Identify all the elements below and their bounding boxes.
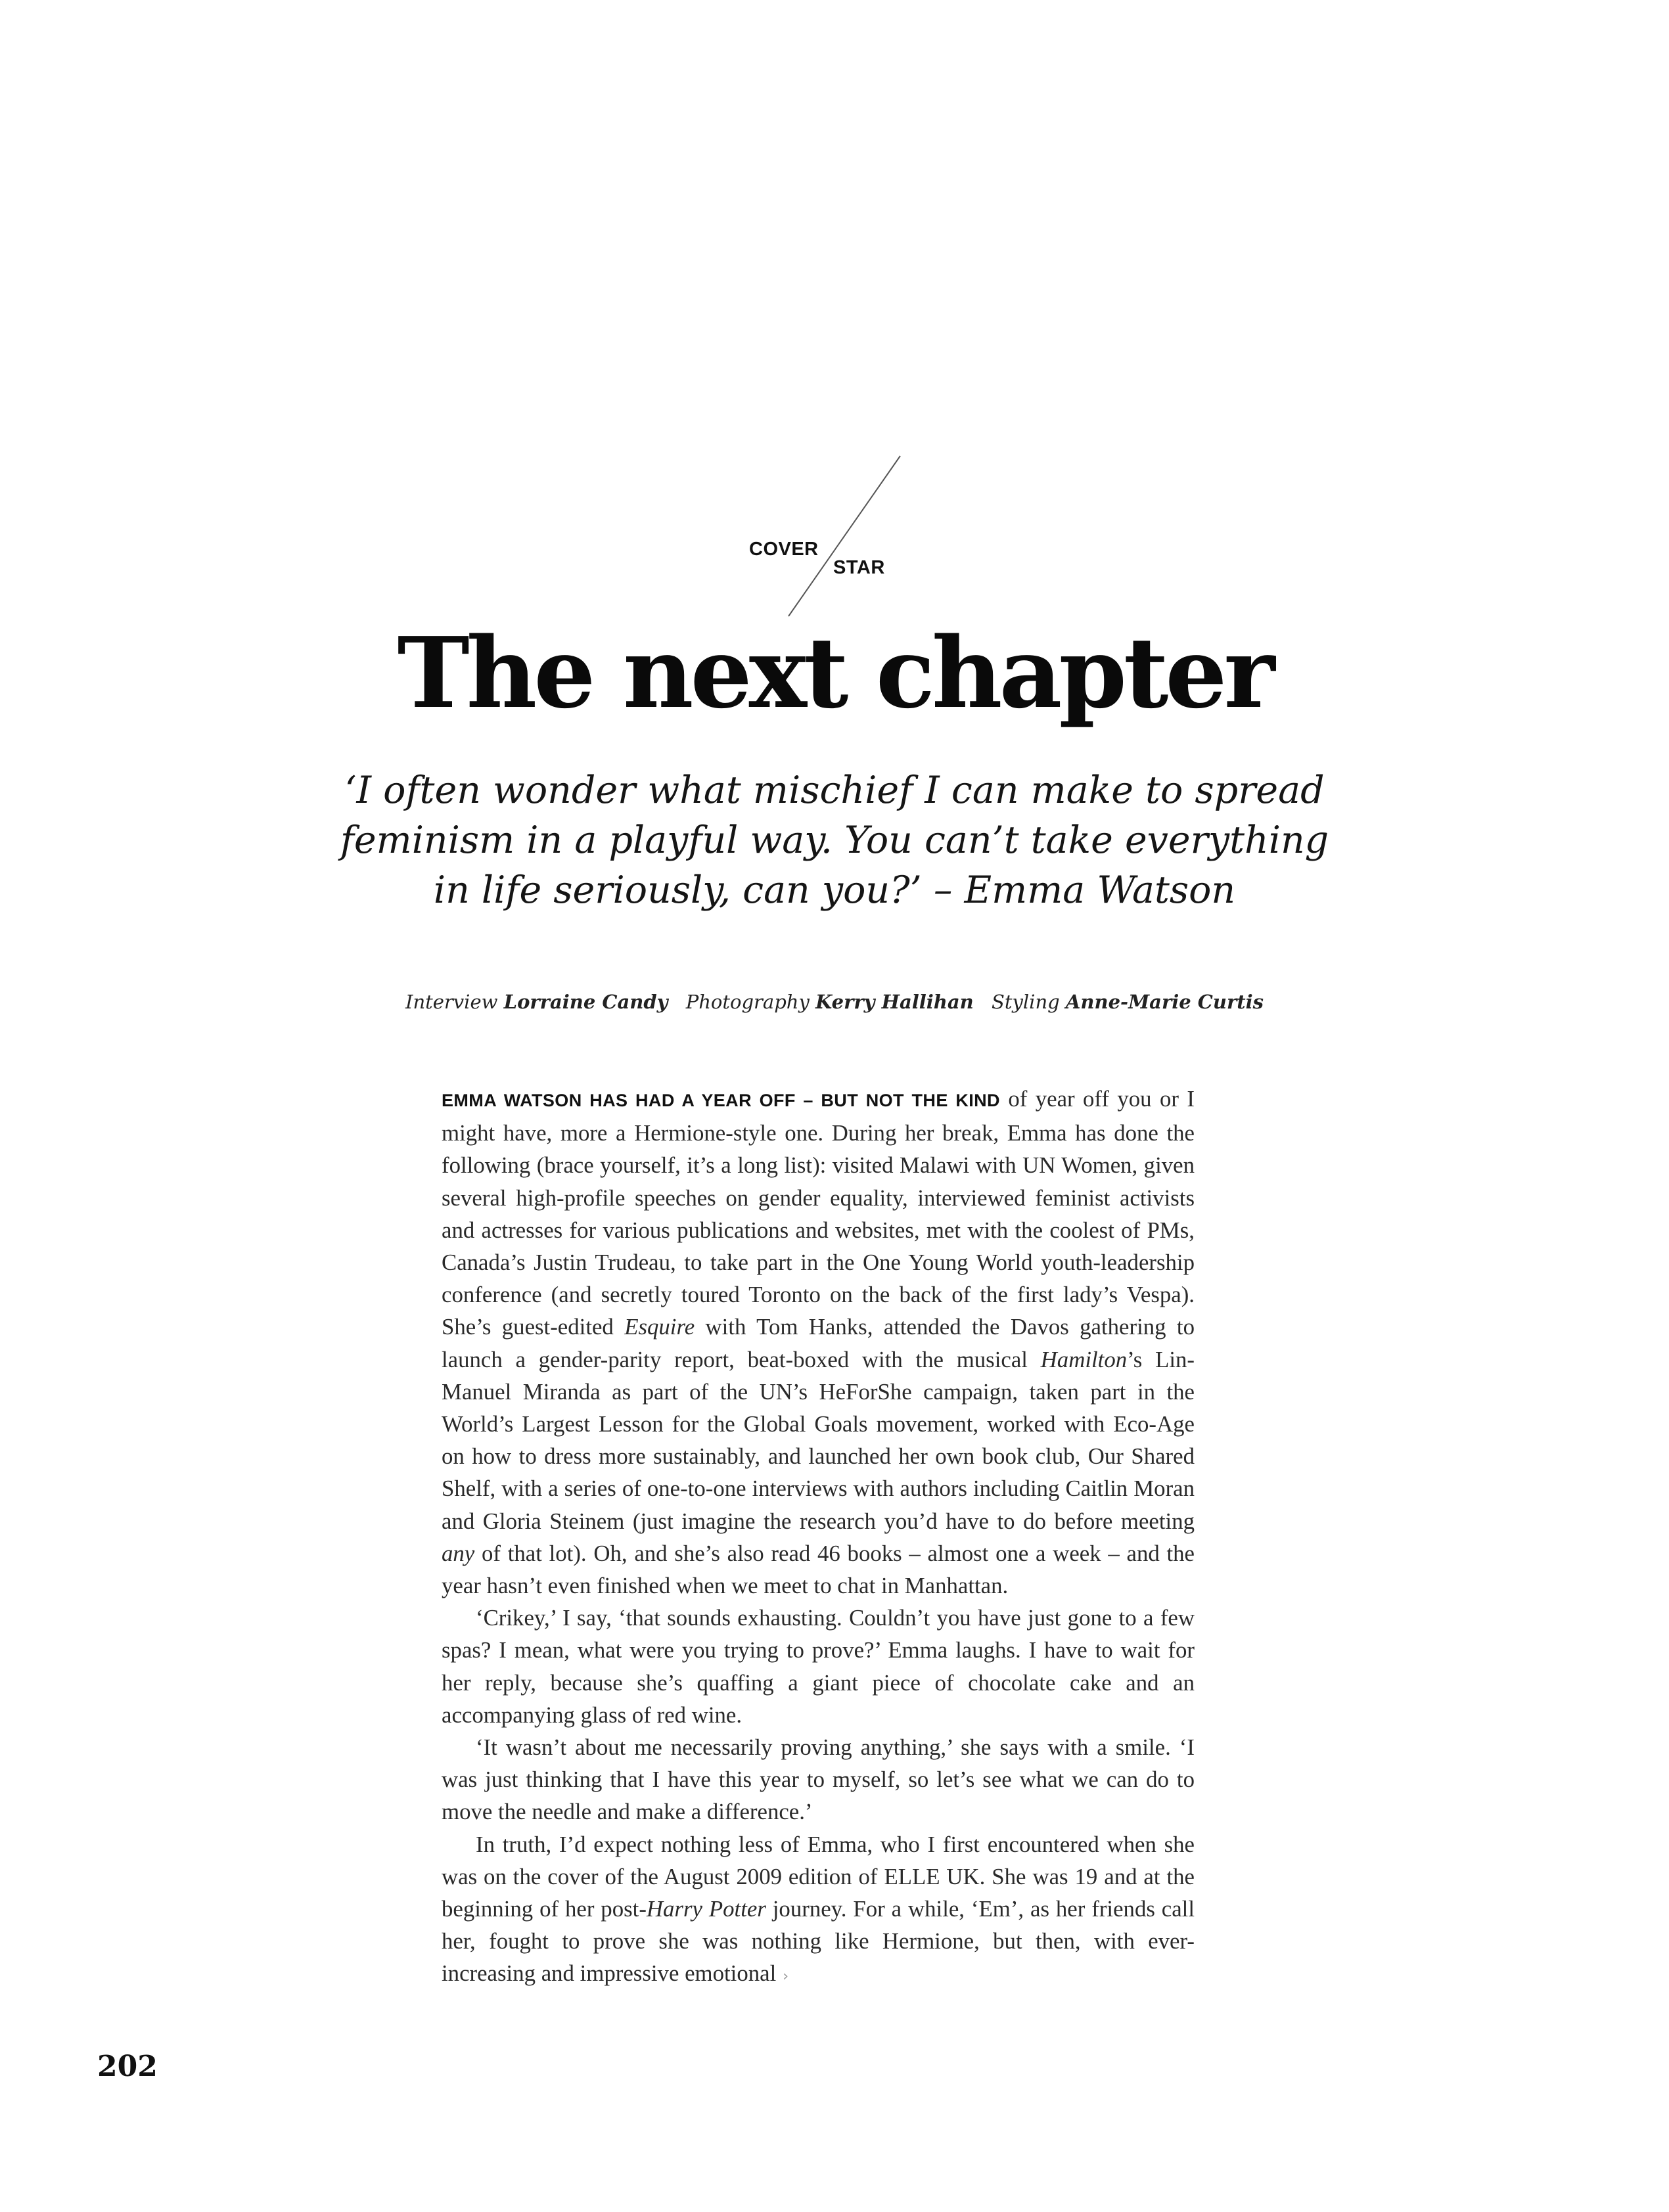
body-paragraph: ‘It wasn’t about me necessarily proving anything,’ she says with a smile. ‘I was just thinking that I have this year to myself, so let’s see what we can do to move the needle and make a difference.’ — [442, 1734, 1195, 1825]
standfirst-line: ‘I often wonder what mischief I can make to spread — [344, 769, 1325, 812]
body-text-run: with Tom Hanks, attended the Davos gathering to launch a gender-parity report, beat-boxed with the musical — [442, 1314, 1195, 1372]
body-text-run: ’s Lin-Manuel Miranda as part of the UN’s HeForShe campaign, taken part in the World’s Largest Lesson for the Global Goals movement, worked with Eco-Age on how to dress more sustainably, and launched her own book club, Our Shared Shelf, with a series of one-to-one interviews with authors including Caitlin Moran and Gloria Steinem (just imagine the research you’d have to do before meeting — [442, 1346, 1195, 1534]
article-body — [442, 1083, 1195, 1993]
credit-name-photography: Kerry Hallihan — [815, 991, 974, 1013]
section-label-star: STAR — [833, 557, 885, 578]
standfirst-line: in life seriously, can you?’ – Emma Watson — [433, 869, 1236, 912]
body-paragraph — [442, 1083, 1195, 1602]
article-title: The next chapter — [397, 616, 1272, 730]
credit-name-interview: Lorraine Candy — [503, 991, 668, 1013]
standfirst-line: feminism in a playful way. You can’t take everything — [340, 819, 1329, 862]
page-number: 202 — [97, 2050, 158, 2083]
continue-arrow-icon: › — [783, 1968, 789, 1985]
show-title-hamilton: Hamilton — [1040, 1346, 1128, 1372]
credit-name-styling: Anne-Marie Curtis — [1065, 991, 1264, 1013]
section-label-cover: COVER — [749, 539, 819, 560]
emphasis-any: any — [442, 1540, 475, 1566]
body-text-run: of that lot). Oh, and she’s also read 46 books – almost one a week – and the year hasn’t even finished when we meet to chat in Manhattan. — [442, 1540, 1195, 1599]
credits — [0, 991, 1669, 1013]
body-text-run: In truth, I’d expect nothing less of Emma, who I first encountered when she was on the cover of the August 2009 edition of ELLE UK. She was 19 and at the beginning of her post- — [442, 1831, 1195, 1922]
lead-in: EMMA WATSON HAS HAD A YEAR OFF – BUT NOT THE KIND — [442, 1091, 1000, 1110]
body-text-run: journey. For a while, ‘Em’, as her friends call her, fought to prove she was nothing like Hermione, but then, with ever-increasing and impressive emotional — [442, 1896, 1195, 1987]
credit-role-interview: Interview — [405, 991, 498, 1013]
body-text-run: of year off you or I might have, more a Hermione-style one. During her break, Emma has done the following (brace yourself, it’s a long list): visited Malawi with UN Women, given several high-profile speeches on gender equality, interviewed feminist activists and actresses for various publications and websites, met with the coolest of PMs, Canada’s Justin Trudeau, to take part in the One Young World youth-leadership conference (and secretly toured Toronto on the back of the first lady’s Vespa). She’s guest-edited — [442, 1086, 1195, 1340]
body-paragraph: ‘Crikey,’ I say, ‘that sounds exhausting. Couldn’t you have just gone to a few spas? I mean, what were you trying to prove?’ Emma laughs. I have to wait for her reply, because she’s quaffing a giant piece of chocolate cake and an accompanying glass of red wine. — [442, 1605, 1195, 1728]
film-title-harry-potter: Harry Potter — [646, 1896, 766, 1922]
credit-role-photography: Photography — [685, 991, 810, 1013]
credit-role-styling: Styling — [992, 991, 1060, 1013]
standfirst — [309, 765, 1360, 915]
magazine-title-esquire: Esquire — [624, 1314, 695, 1340]
section-label — [743, 453, 913, 624]
body-paragraph — [442, 1828, 1195, 1993]
